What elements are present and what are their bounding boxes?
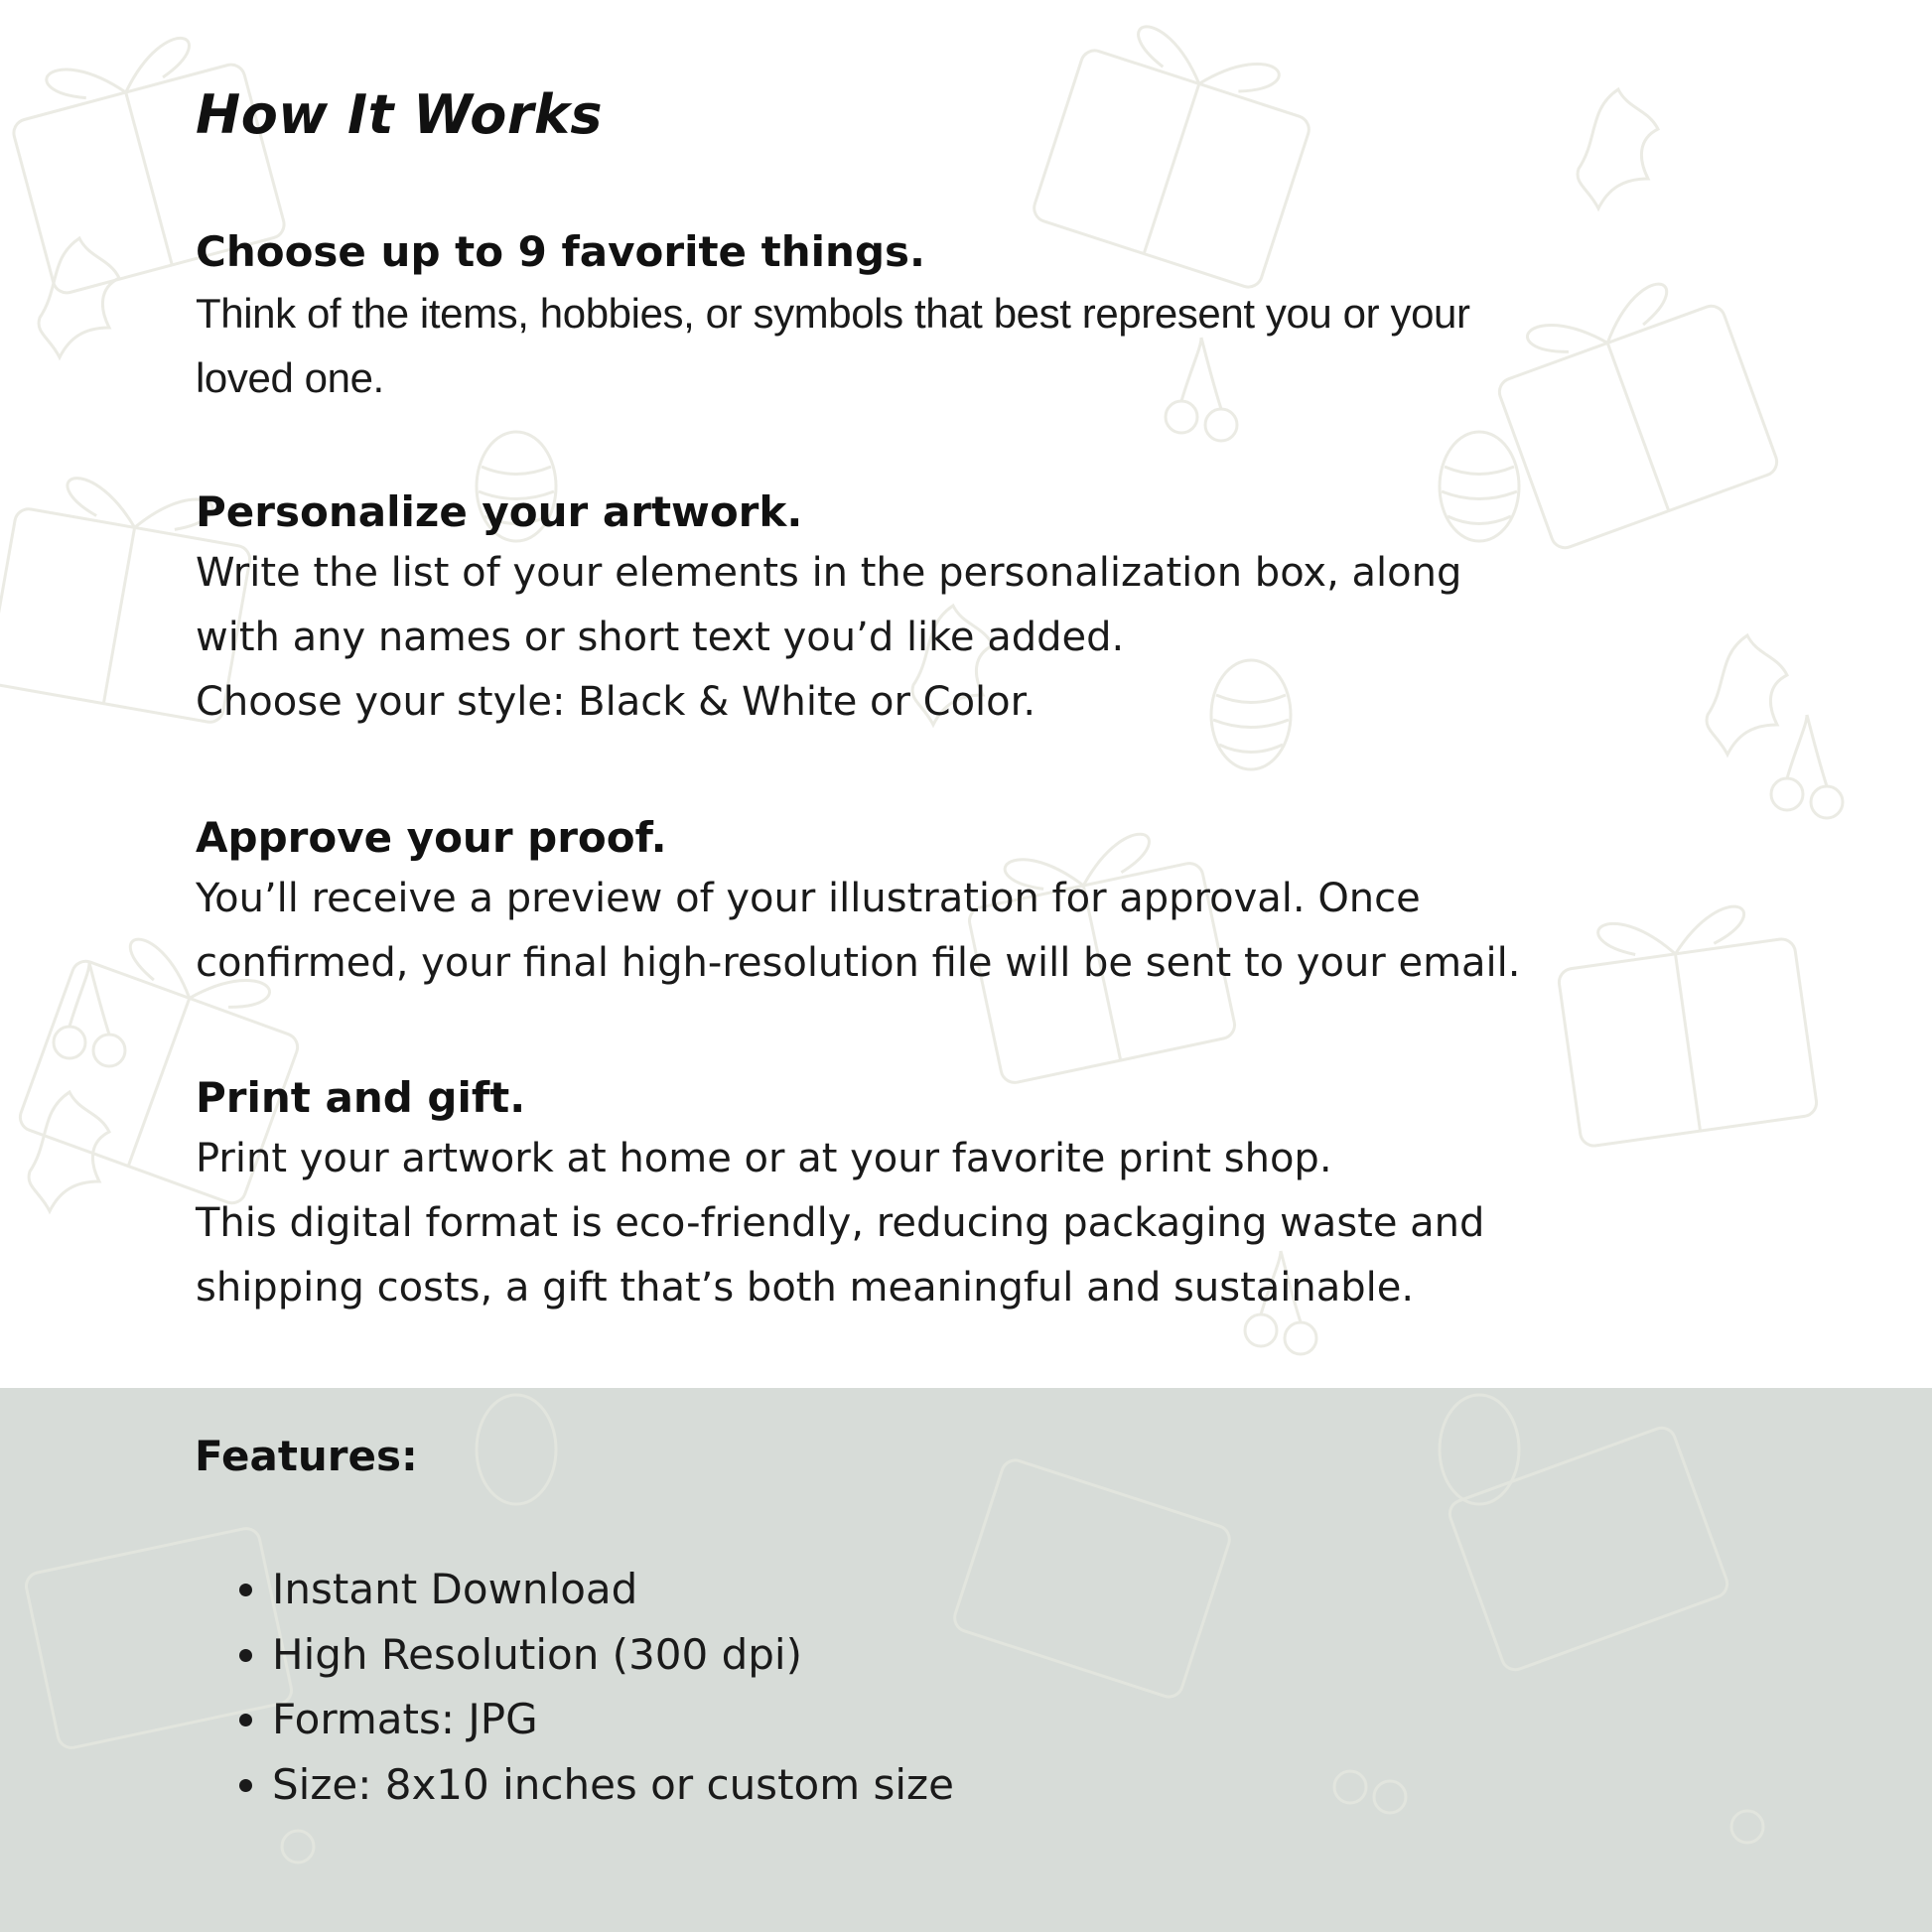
step-heading: Choose up to 9 favorite things. <box>196 227 925 276</box>
step-approve <box>196 812 1744 996</box>
step-body: Write the list of your elements in the personalization box, along with any names or short text you’d like added. Choose your style: Black & White or Color. <box>196 549 1462 725</box>
page-title: How It Works <box>196 83 604 146</box>
step-body: Think of the items, hobbies, or symbols that best represent you or your loved one. <box>196 289 1470 401</box>
list-item: • Formats: JPG <box>272 1687 954 1752</box>
step-body: You’ll receive a preview of your illustration for approval. Once confirmed, your final high-resolution file will be sent to your email. <box>196 875 1521 986</box>
step-heading: Approve your proof. <box>196 813 667 862</box>
list-item: • High Resolution (300 dpi) <box>272 1622 954 1688</box>
step-body: Print your artwork at home or at your favorite print shop. This digital format is eco-friendly, reducing packaging waste and shipping costs, a gift that’s both meaningful and sustainable. <box>196 1135 1485 1311</box>
features-list <box>234 1557 954 1817</box>
step-personalize <box>196 486 1744 735</box>
step-choose <box>196 226 1744 410</box>
list-item: • Instant Download <box>272 1557 954 1622</box>
features-heading: Features: <box>195 1432 418 1480</box>
step-print <box>196 1072 1744 1320</box>
step-heading: Personalize your artwork. <box>196 487 803 536</box>
step-heading: Print and gift. <box>196 1073 526 1122</box>
list-item: • Size: 8x10 inches or custom size <box>272 1752 954 1818</box>
